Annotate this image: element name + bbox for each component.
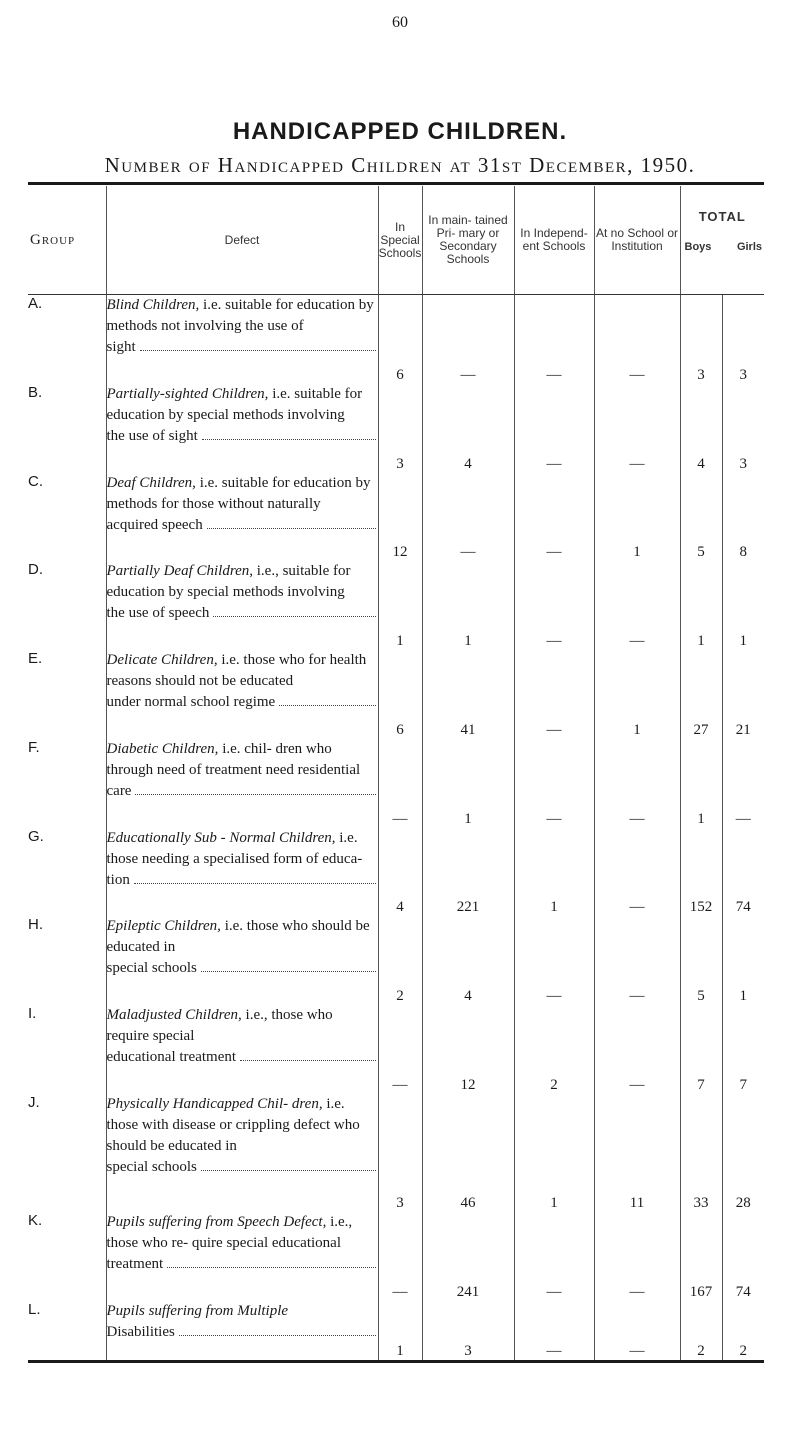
cell-special: 3 — [396, 455, 404, 472]
cell-boys: 33 — [680, 1094, 722, 1212]
cell-independent: — — [514, 916, 594, 1005]
cell-maintained: 4 — [422, 384, 514, 473]
defect-text: i.e. those who for health reasons should not be educated — [106, 652, 367, 690]
defect-last-line: special schools — [106, 960, 197, 977]
group-letter: C. — [28, 472, 43, 490]
cell-special: 1 — [396, 1343, 404, 1359]
header-row — [28, 186, 764, 295]
cell-special: 3 — [396, 1194, 404, 1211]
defect-text: i.e. suitable for education by special methods involving — [106, 385, 363, 423]
table-row — [28, 473, 764, 562]
defect-last-line: the use of speech — [106, 605, 210, 622]
cell-no-school: — — [594, 916, 680, 1005]
cell-independent: 1 — [514, 1094, 594, 1212]
cell-girls: 74 — [722, 1212, 764, 1301]
cell-special: 12 — [392, 544, 408, 561]
cell-girls: 1 — [722, 561, 764, 650]
header-maintained: In main- tained Pri- mary or Secondary Schools — [422, 186, 514, 295]
cell-girls: 28 — [722, 1094, 764, 1212]
leader-dots — [279, 705, 375, 706]
header-group: Group — [28, 186, 106, 295]
defect-text: i.e. those who should be educated in — [106, 918, 370, 956]
defect-last-line: tion — [106, 871, 130, 888]
cell-boys: 7 — [680, 1005, 722, 1094]
defect-description — [106, 1301, 378, 1360]
defect-last-line: Disabilities — [106, 1323, 175, 1340]
cell-maintained: 12 — [422, 1005, 514, 1094]
cell-maintained: — — [422, 473, 514, 562]
defect-description — [106, 650, 378, 739]
cell-boys: 27 — [680, 650, 722, 739]
cell-no-school: 1 — [594, 650, 680, 739]
cell-special: — — [392, 810, 408, 827]
cell-no-school: — — [594, 1005, 680, 1094]
defect-last-line: sight — [106, 339, 136, 355]
table-row — [28, 1212, 764, 1301]
table-row — [28, 561, 764, 650]
cell-independent: — — [514, 739, 594, 828]
defect-name: Pupils suffering from Multiple — [106, 1302, 289, 1319]
leader-dots — [134, 883, 376, 884]
cell-boys: 167 — [680, 1212, 722, 1301]
cell-boys: 3 — [680, 295, 722, 384]
leader-dots — [167, 1267, 375, 1268]
cell-girls: 2 — [722, 1301, 764, 1360]
defect-last-line: educational treatment — [106, 1048, 237, 1065]
cell-boys: 2 — [680, 1301, 722, 1360]
group-letter: F. — [28, 738, 40, 756]
cell-maintained: 1 — [422, 561, 514, 650]
group-letter: K. — [28, 1211, 43, 1229]
cell-independent: 1 — [514, 828, 594, 917]
header-boys: Boys — [684, 241, 712, 253]
defect-name: Maladjusted Children, — [106, 1006, 242, 1023]
defect-last-line: the use of sight — [106, 427, 198, 444]
defect-last-line: acquired speech — [106, 516, 203, 533]
table-row — [28, 295, 764, 384]
leader-dots — [202, 439, 376, 440]
table-row — [28, 916, 764, 1005]
cell-no-school: — — [594, 561, 680, 650]
defect-name: Epileptic Children, — [106, 918, 221, 935]
cell-boys: 1 — [680, 561, 722, 650]
cell-boys: 5 — [680, 473, 722, 562]
cell-special: — — [392, 1076, 408, 1093]
header-special: In Special Schools — [378, 186, 422, 295]
cell-girls: 3 — [722, 384, 764, 473]
page-title: HANDICAPPED CHILDREN. — [232, 118, 568, 145]
cell-girls: 7 — [722, 1005, 764, 1094]
table-row — [28, 739, 764, 828]
defect-name: Partially-sighted Children, — [106, 385, 269, 402]
defect-description — [106, 1005, 378, 1094]
cell-independent: — — [514, 295, 594, 384]
group-letter: I. — [28, 1004, 37, 1022]
defect-description — [106, 561, 378, 650]
table-row — [28, 1094, 764, 1212]
group-letter: D. — [28, 561, 43, 579]
defect-text: i.e., suitable for education by special methods involving — [106, 563, 351, 601]
cell-no-school: 11 — [594, 1094, 680, 1212]
cell-maintained: 46 — [422, 1094, 514, 1212]
defect-text: i.e. chil- dren who through need of treatment need residential — [106, 740, 361, 778]
defect-name: Physically Handicapped Chil- dren, — [106, 1095, 323, 1112]
leader-dots — [140, 350, 376, 351]
table-row — [28, 1301, 764, 1360]
page-number: 60 — [392, 14, 408, 31]
defect-name: Diabetic Children, — [106, 740, 219, 757]
group-letter: A. — [28, 295, 43, 312]
cell-girls: — — [722, 739, 764, 828]
cell-maintained: 41 — [422, 650, 514, 739]
defect-description — [106, 1094, 378, 1212]
cell-special: 6 — [396, 721, 404, 738]
defect-name: Educationally Sub - Normal Children, — [106, 829, 336, 846]
cell-special: — — [392, 1283, 408, 1300]
defect-description — [106, 295, 378, 384]
table-row — [28, 384, 764, 473]
header-girls: Girls — [736, 241, 763, 253]
cell-no-school: 1 — [594, 473, 680, 562]
cell-independent: 2 — [514, 1005, 594, 1094]
cell-special: 6 — [396, 366, 404, 383]
cell-maintained: 1 — [422, 739, 514, 828]
leader-dots — [207, 528, 376, 529]
defect-description — [106, 1212, 378, 1301]
cell-girls: 21 — [722, 650, 764, 739]
group-letter: H. — [28, 916, 43, 934]
defect-last-line: treatment — [106, 1255, 164, 1272]
cell-girls: 1 — [722, 916, 764, 1005]
cell-special: 1 — [396, 633, 404, 650]
defect-text: i.e. suitable for education by methods for those without naturally — [106, 474, 371, 512]
top-rule — [28, 182, 764, 185]
defect-last-line: under normal school regime — [106, 694, 276, 711]
defect-last-line: care — [106, 782, 132, 799]
defect-description — [106, 828, 378, 917]
defect-name: Partially Deaf Children, — [106, 563, 254, 580]
defect-description — [106, 916, 378, 1005]
defect-name: Blind Children, — [106, 297, 200, 313]
cell-independent: — — [514, 1212, 594, 1301]
defect-description — [106, 739, 378, 828]
cell-independent: — — [514, 1301, 594, 1360]
cell-girls: 74 — [722, 828, 764, 917]
leader-dots — [201, 1170, 376, 1171]
defect-text: i.e. those needing a specialised form of educa- — [106, 829, 363, 867]
header-total-label: TOTAL — [698, 209, 746, 224]
defect-last-line: special schools — [106, 1158, 197, 1175]
table-row — [28, 828, 764, 917]
defect-text: i.e. those with disease or crippling defect who should be educated in — [106, 1095, 360, 1154]
cell-independent: — — [514, 473, 594, 562]
cell-maintained: 241 — [422, 1212, 514, 1301]
header-total — [680, 186, 764, 295]
bottom-rule — [28, 1360, 764, 1363]
cell-boys: 1 — [680, 739, 722, 828]
cell-independent: — — [514, 650, 594, 739]
cell-girls: 8 — [722, 473, 764, 562]
cell-special: 4 — [396, 899, 404, 916]
leader-dots — [201, 971, 376, 972]
table-subtitle: Number of Handicapped Children at 31st December, 1950. — [104, 153, 696, 177]
cell-no-school: — — [594, 295, 680, 384]
cell-maintained: — — [422, 295, 514, 384]
header-independent: In Independ- ent Schools — [514, 186, 594, 295]
defect-description — [106, 384, 378, 473]
defect-text: i.e., those who re- quire special educational — [106, 1213, 353, 1251]
cell-boys: 152 — [680, 828, 722, 917]
leader-dots — [213, 616, 375, 617]
group-letter: J. — [28, 1093, 40, 1111]
cell-no-school: — — [594, 384, 680, 473]
cell-boys: 5 — [680, 916, 722, 1005]
group-letter: L. — [28, 1300, 41, 1318]
defect-text: i.e. suitable for education by methods not involving the use of — [106, 297, 374, 334]
defect-name: Delicate Children, — [106, 652, 218, 669]
cell-girls: 3 — [722, 295, 764, 384]
group-letter: B. — [28, 383, 43, 401]
table-row — [28, 650, 764, 739]
cell-independent: — — [514, 561, 594, 650]
defect-description — [106, 473, 378, 562]
cell-independent: — — [514, 384, 594, 473]
leader-dots — [135, 794, 375, 795]
table-row — [28, 1005, 764, 1094]
cell-no-school: — — [594, 828, 680, 917]
group-letter: G. — [28, 827, 44, 845]
defect-name: Pupils suffering from Speech Defect, — [106, 1213, 327, 1230]
cell-maintained: 3 — [422, 1301, 514, 1360]
cell-boys: 4 — [680, 384, 722, 473]
cell-no-school: — — [594, 739, 680, 828]
cell-no-school: — — [594, 1212, 680, 1301]
leader-dots — [179, 1335, 376, 1336]
cell-maintained: 221 — [422, 828, 514, 917]
header-defect: Defect — [106, 186, 378, 295]
group-letter: E. — [28, 650, 43, 668]
leader-dots — [240, 1060, 375, 1061]
cell-maintained: 4 — [422, 916, 514, 1005]
header-no-school: At no School or Institution — [594, 186, 680, 295]
defect-name: Deaf Children, — [106, 474, 196, 491]
handicapped-children-table — [28, 186, 764, 1360]
cell-special: 2 — [396, 987, 404, 1004]
defect-text: i.e., those who require special — [106, 1006, 333, 1044]
cell-no-school: — — [594, 1301, 680, 1360]
